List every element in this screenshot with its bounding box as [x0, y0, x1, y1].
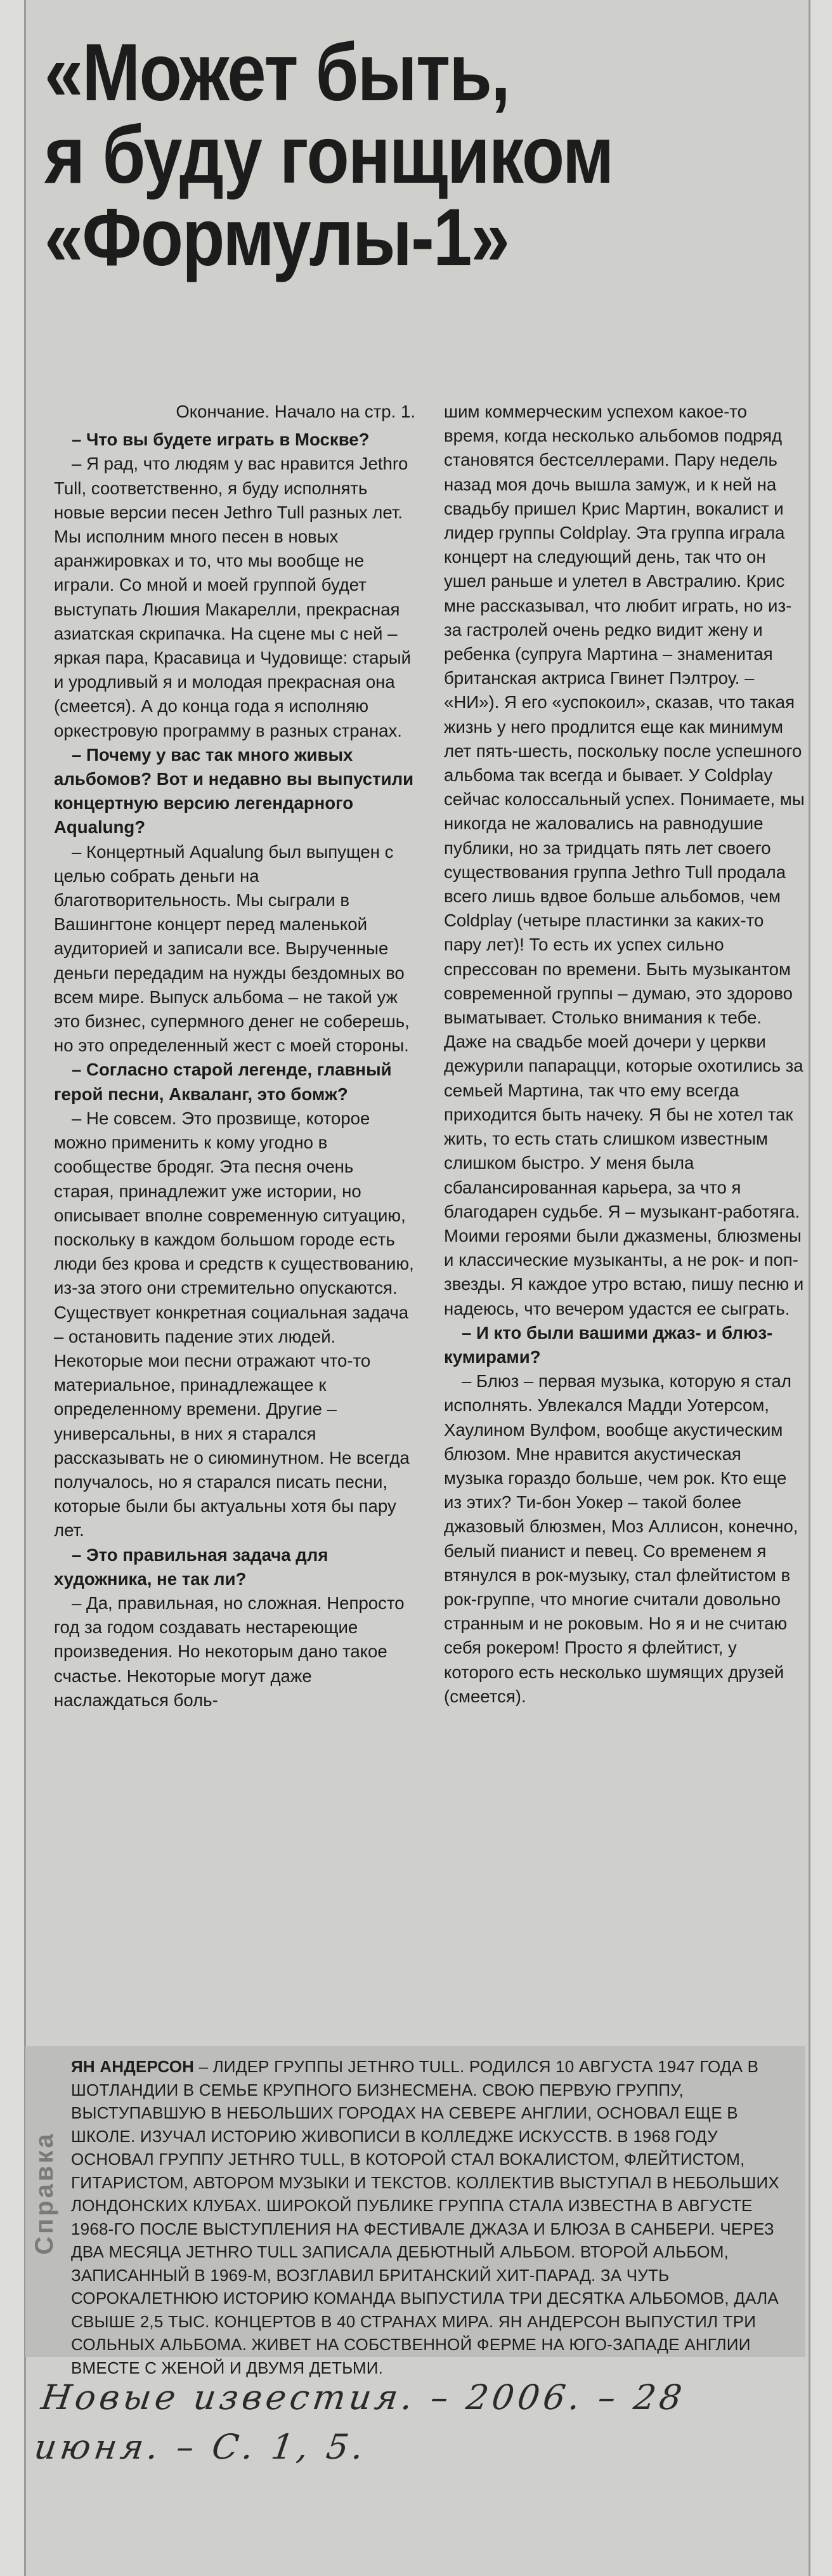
question: – Согласно старой легенде, главный герой песни, Акваланг, это бомж? — [54, 1060, 392, 1104]
answer: – Да, правильная, но сложная. Непросто год за годом создавать нестареющие произведения. Но некоторым дано такое счастье. Некоторые могут даже наслаждаться боль- — [54, 1593, 405, 1710]
headline-line-3: «Формулы-1» — [44, 192, 509, 283]
question: – Это правильная задача для художника, не так ли? — [54, 1544, 328, 1589]
question: – Что вы будете играть в Москве? — [72, 430, 370, 450]
reference-body: – ЛИДЕР ГРУППЫ JETHRO TULL. РОДИЛСЯ 10 АВГУСТА 1947 ГОДА В ШОТЛАНДИИ В СЕМЬЕ КРУПНОГО БИЗНЕСМЕНА. СВОЮ ПЕРВУЮ ГРУППУ, ВЫСТУПАВШУЮ В НЕБОЛЬШИХ ГОРОДАХ НА СЕВЕРЕ АНГЛИИ, ОСНОВАЛ ЕЩЕ В ШКОЛЕ. ИЗУЧАЛ ИСТОРИЮ ЖИВОПИСИ В КОЛЛЕДЖЕ ИСКУССТВ. В 1968 ГОДУ ОСНОВАЛ ГРУППУ JETHRO TULL, В КОТОРОЙ СТАЛ ВОКАЛИСТОМ, ФЛЕЙТИСТОМ, ГИТАРИСТОМ, АВТОРОМ МУЗЫКИ И ТЕКСТОВ. КОЛЛЕКТИВ ВЫСТУПАЛ В НЕБОЛЬШИХ ЛОНДОНСКИХ КЛУБАХ. ШИРОКОЙ ПУБЛИКЕ ГРУППА СТАЛА ИЗВЕСТНА В АВГУСТЕ 1968-ГО ПОСЛЕ ВЫСТУПЛЕНИЯ НА ФЕСТИВАЛЕ ДЖАЗА И БЛЮЗА В САНБЕРИ. ЧЕРЕЗ ДВА МЕСЯЦА JETHRO TULL ЗАПИСАЛА ДЕБЮТНЫЙ АЛЬБОМ. ВТОРОЙ АЛЬБОМ, ЗАПИСАННЫЙ В 1969-М, ВОЗГЛАВИЛ БРИТАНСКИЙ ХИТ-ПАРАД. ЗА ЧУТЬ СОРОКАЛЕТНЮЮ ИСТОРИЮ КОМАНДА ВЫПУСТИЛА ТРИ ДЕСЯТКА АЛЬБОМОВ, ДАЛА СВЫШЕ 2,5 ТЫС. КОНЦЕРТОВ В 40 СТРАНАХ МИРА. ЯН АНДЕРСОН ВЫПУСТИЛ ТРИ СОЛЬНЫХ АЛЬБОМА. ЖИВЕТ НА СОБСТВЕННОЙ ФЕРМЕ НА ЮГО-ЗАПАДЕ АНГЛИИ ВМЕСТЕ С ЖЕНОЙ И ДВУМЯ ДЕТЬМИ. — [71, 2057, 779, 2377]
headline — [44, 27, 688, 283]
answer: – Не совсем. Это прозвище, которое можно применить к кому угодно в сообществе бродяг. Эта песня очень старая, принадлежит уже истории, но описывает вполне современную ситуацию, поскольку в каждом большом городе есть люди без крова и средств к существованию, из-за этого они стремительно опускаются. Существует конкретная социальная задача – остановить падение этих людей. Некоторые мои песни отражают что-то материальное, принадлежащее к определенному времени. Другие – универсальны, в них я старался рассказывать не о сиюминутном. Не всегда получалось, но я старался писать песни, которые были бы актуальны хотя бы пару лет. — [54, 1108, 414, 1541]
handwritten-source-note: Новые известия. – 2006. – 28 июня. – С. 1, 5. — [32, 2377, 688, 2467]
continuation-note: Окончание. Начало на стр. 1. — [176, 402, 415, 421]
answer-continued: шим коммерческим успехом какое-то время, когда несколько альбомов подряд становятся бестселлерами. Пару недель назад моя дочь вышла замуж, и к ней на свадьбу пришел Крис Мартин, вокалист и лидер группы Coldplay. Эта группа играла концерт на следующий день, так что он ушел раньше и улетел в Австралию. Крис мне рассказывал, что любит играть, но из-за гастролей очень редко видит жену и ребенка (супруга Мартина – знаменитая британская актриса Гвинет Пэлтроу. – «НИ»). Я его «успокоил», сказав, что такая жизнь у него продлится еще как минимум лет пять-шесть, поскольку после успешного альбома так всегда и бывает. У Coldplay сейчас колоссальный успех. Понимаете, мы никогда не жаловались на равнодушие публики, но за тридцать пять лет своего существования группа Jethro Tull продала всего лишь вдвое больше альбомов, чем Coldplay (четыре пластинки за каких-то пару лет)! То есть их успех сильно спрессован по времени. Быть музыкантом современной группы – думаю, это здорово выматывает. Столько внимания к тебе. Даже на свадьбе моей дочери у церкви дежурили папарацци, которые охотились за семьей Мартина, так что ему всегда приходится быть начеку. Я бы не хотел так жить, то есть стать слишком известным слишком быстро. У меня была сбалансированная карьера, за что я благодарен судьбе. Я – музыкант-работяга. Моими героями были джазмены, блюзмены и классические музыканты, а не рок- и поп-звезды. Я каждое утро встаю, пишу песню и надеюсь, что вечером удастся ее сыграть. — [444, 402, 805, 1318]
article-column-left — [54, 400, 415, 1712]
answer: – Блюз – первая музыка, которую я стал исполнять. Увлекался Мадди Уотерсом, Хаулином Вулфом, вообще акустическим блюзом. Мне нравится акустическая музыка гораздо больше, чем рок. Кто еще из этих? Ти-бон Уокер – такой более джазовый блюзмен, Моз Аллисон, конечно, белый пианист и певец. Со временем я втянулся в рок-музыку, стал флейтистом в рок-группе, что многие считали довольно странным и не роковым. Но я и не считаю себя рокером! Просто я флейтист, у которого есть несколько шумящих друзей (смеется). — [444, 1371, 798, 1706]
headline-line-1: «Может быть, — [44, 27, 510, 118]
headline-line-2: я буду гонщиком — [44, 110, 613, 200]
reference-tag: Справка — [30, 2131, 58, 2255]
reference-text — [71, 2055, 794, 2379]
article-column-right — [444, 400, 805, 1709]
question: – И кто были вашими джаз- и блюз-кумирами? — [444, 1322, 773, 1367]
answer: – Концертный Aqualung был выпущен с целью собрать деньги на благотворительность. Мы сыграли в Вашингтоне концерт перед маленькой аудиторией и записали все. Вырученные деньги передадим на нужды бездомных во всем мире. Выпуск альбома – не такой уж это бизнес, супермного денег не соберешь, но это определенный жест с моей стороны. — [54, 841, 410, 1056]
reference-box — [25, 2046, 805, 2377]
reference-name: ЯН АНДЕРСОН — [71, 2057, 195, 2076]
answer: – Я рад, что людям у вас нравится Jethro Tull, соответственно, я буду исполнять новые версии песен Jethro Tull разных лет. Мы исполним много песен в новых аранжировках и то, что мы вообще не играли. Со мной и моей группой будет выступать Люшия Макарелли, прекрасная азиатская скрипачка. На сцене мы с ней – яркая пара, Красавица и Чудовище: старый и уродливый я и молодая прекрасная она (смеется). А до конца года я исполняю оркестровую программу в разных странах. — [54, 454, 412, 740]
question: – Почему у вас так много живых альбомов? Вот и недавно вы выпустили концертную версию легендарного Aqualung? — [54, 744, 414, 838]
